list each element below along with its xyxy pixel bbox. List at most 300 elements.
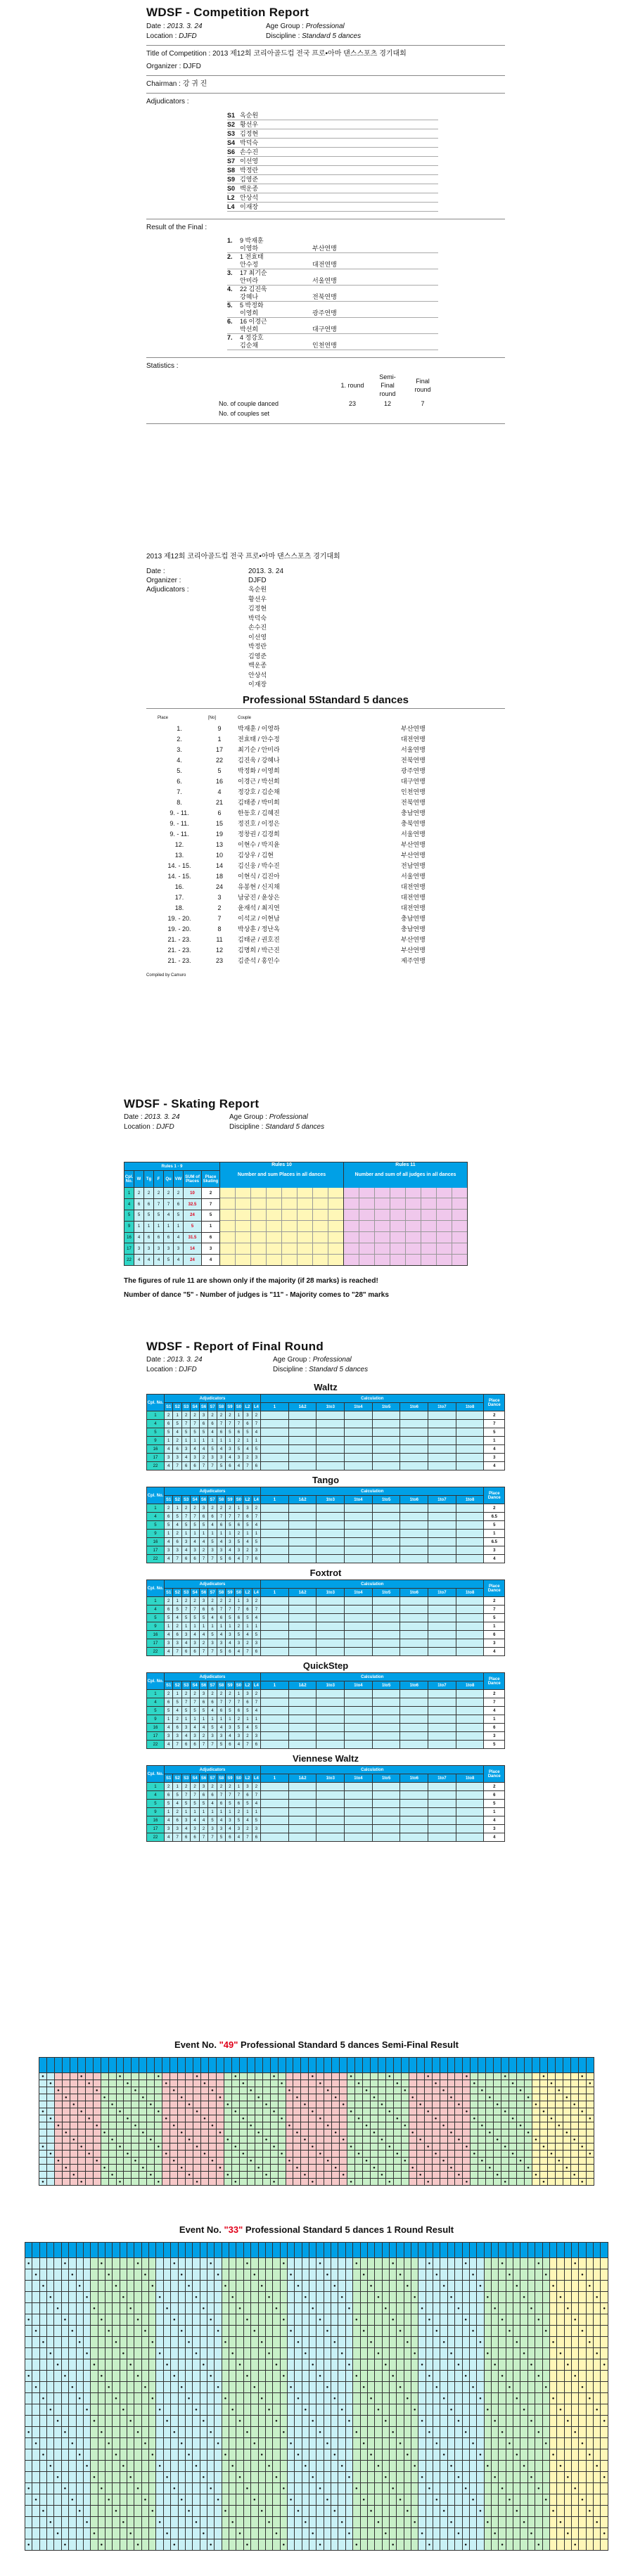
grid-cell: ● <box>324 2438 331 2449</box>
grid-cell <box>367 2461 374 2472</box>
calc-cell <box>372 1715 400 1724</box>
grid-header <box>280 2243 287 2258</box>
grid-cell <box>193 2172 201 2179</box>
grid-cell: ● <box>39 2073 47 2080</box>
judge-mark: 3 <box>181 1445 190 1454</box>
grid-cell <box>462 2348 469 2359</box>
grid-header <box>547 2058 555 2073</box>
grid-cell <box>542 2393 549 2404</box>
grid-cell <box>601 2258 608 2269</box>
grid-cell <box>360 2337 367 2348</box>
grid-cell <box>229 2528 236 2539</box>
adjudicator-code: L2 <box>227 194 235 201</box>
grid-cell <box>520 2416 528 2427</box>
cpl-number: 17 <box>147 1454 165 1462</box>
sk-date: 2013. 3. 24 <box>144 1113 180 1121</box>
grid-cell <box>426 2303 433 2314</box>
grid-cell <box>316 2337 324 2348</box>
grid-cell <box>586 2427 593 2438</box>
judge-mark: 4 <box>252 1800 260 1808</box>
judge-mark: 7 <box>173 1555 181 1563</box>
grid-cell <box>347 2158 355 2165</box>
grid-cell <box>98 2528 105 2539</box>
grid-cell <box>193 2303 200 2314</box>
grid-header <box>207 2243 214 2258</box>
grid-cell <box>149 2326 156 2337</box>
grid-cell <box>447 2179 455 2186</box>
grid-cell <box>236 2326 243 2337</box>
grid-cell <box>258 2461 265 2472</box>
cpl-number: 1 <box>147 1783 165 1791</box>
judge-mark: 2 <box>226 1504 234 1513</box>
grid-cell: ● <box>601 2472 608 2483</box>
grid-cell <box>486 2144 494 2151</box>
grid-cell <box>463 2087 471 2094</box>
grid-cell: ● <box>85 2115 93 2122</box>
grid-cell <box>462 2359 469 2371</box>
grid-cell <box>54 2172 62 2179</box>
grid-header <box>409 2058 416 2073</box>
grid-cell <box>156 2382 163 2393</box>
grid-cell <box>513 2292 520 2303</box>
grid-cell <box>378 2144 385 2151</box>
judge-mark: 1 <box>226 1715 234 1724</box>
skating-cell: 4 <box>202 1255 220 1266</box>
grid-cell: ● <box>105 2269 112 2281</box>
grid-cell <box>331 2371 338 2382</box>
grid-cell <box>265 2382 272 2393</box>
grid-cell <box>91 2281 98 2292</box>
grid-cell: ● <box>25 2314 32 2326</box>
grid-cell <box>440 2326 447 2337</box>
grid-cell <box>571 2416 578 2427</box>
grid-cell <box>302 2281 309 2292</box>
grid-cell <box>101 2144 108 2151</box>
grid-cell <box>186 2073 193 2080</box>
skating-cell: 6 <box>164 1232 174 1243</box>
grid-cell <box>370 2144 378 2151</box>
date-value: 2013. 3. 24 <box>167 23 203 30</box>
grid-cell <box>224 2073 231 2080</box>
grid-cell <box>586 2528 593 2539</box>
grid-cell <box>280 2449 287 2461</box>
grid-cell <box>370 2136 378 2144</box>
grid-cell <box>389 2382 396 2393</box>
grid-cell <box>120 2494 127 2506</box>
grid-cell <box>601 2281 608 2292</box>
grid-cell <box>302 2539 309 2551</box>
grid-cell <box>93 2136 101 2144</box>
grid-cell <box>76 2438 83 2449</box>
grid-cell <box>579 2371 586 2382</box>
grid-cell <box>564 2371 571 2382</box>
grid-cell <box>338 2472 345 2483</box>
grid-cell <box>463 2165 471 2172</box>
grid-cell: ● <box>375 2292 382 2303</box>
judge-mark: 4 <box>191 1538 199 1546</box>
grid-cell <box>287 2337 294 2348</box>
grid-cell <box>134 2472 141 2483</box>
judge-mark: 6 <box>164 1698 172 1707</box>
grid-cell: ● <box>54 2158 62 2165</box>
judge-mark: 4 <box>243 1816 252 1825</box>
grid-cell <box>447 2101 455 2108</box>
grid-cell: ● <box>134 2539 141 2551</box>
grid-cell <box>331 2528 338 2539</box>
calc-col-header: 1to5 <box>372 1681 400 1690</box>
calc-cell <box>400 1504 428 1513</box>
grid-cell <box>509 2144 517 2151</box>
dance-place: 6 <box>484 1724 505 1732</box>
grid-cell <box>262 2179 270 2186</box>
grid-cell <box>484 2359 491 2371</box>
calc-cell <box>428 1420 456 1428</box>
judge-mark: 5 <box>217 1648 225 1656</box>
calc-cell <box>428 1690 456 1698</box>
grid-cell <box>229 2314 236 2326</box>
grid-cell <box>382 2382 389 2393</box>
calc-cell <box>288 1631 316 1639</box>
grid-cell: ● <box>25 2483 32 2494</box>
calc-cell <box>288 1791 316 1800</box>
grid-cell <box>139 2115 147 2122</box>
grid-cell <box>124 2165 132 2172</box>
grid-cell <box>433 2303 440 2314</box>
calc-cell <box>456 1614 484 1622</box>
judge-header: S2 <box>173 1681 181 1690</box>
grid-cell <box>262 2087 270 2094</box>
grid-cell <box>477 2494 484 2506</box>
grid-cell <box>171 2494 178 2506</box>
grid-cell <box>324 2371 331 2382</box>
grid-cell <box>579 2427 586 2438</box>
first-round-result <box>0 2224 633 2551</box>
calc-cell <box>456 1437 484 1445</box>
judge-mark: 2 <box>173 1437 181 1445</box>
report-title: WDSF - Competition Report <box>146 6 309 19</box>
skating-col-header: W <box>134 1171 144 1188</box>
grid-cell <box>340 2108 347 2115</box>
grid-cell <box>433 2393 440 2404</box>
grid-cell <box>251 2483 258 2494</box>
judge-mark: 5 <box>217 1555 225 1563</box>
final-row <box>227 318 438 326</box>
grid-cell <box>93 2151 101 2158</box>
calc-col-header: 1&2 <box>288 1681 316 1690</box>
grid-cell: ● <box>265 2404 272 2416</box>
dance-place: 4 <box>484 1833 505 1842</box>
dance-place: 2 <box>484 1411 505 1420</box>
judge-mark: 4 <box>243 1724 252 1732</box>
grid-cell <box>270 2122 278 2129</box>
grid-cell: ● <box>32 2326 39 2337</box>
grid-cell <box>124 2129 132 2136</box>
calc-cell <box>428 1462 456 1470</box>
grid-cell <box>178 2258 185 2269</box>
grid-cell <box>447 2151 455 2158</box>
grid-cell <box>440 2115 447 2122</box>
grid-cell: ● <box>101 2129 108 2136</box>
grid-cell <box>162 2087 170 2094</box>
calc-cell <box>316 1783 345 1791</box>
grid-cell <box>513 2494 520 2506</box>
grid-header <box>378 2058 385 2073</box>
grid-cell <box>411 2416 418 2427</box>
grid-cell <box>286 2165 293 2172</box>
grid-cell <box>579 2303 586 2314</box>
grid-cell: ● <box>455 2136 463 2144</box>
grid-cell <box>563 2122 570 2129</box>
grid-cell <box>601 2393 608 2404</box>
calc-col-header: 1&2 <box>288 1589 316 1597</box>
grid-cell <box>134 2528 141 2539</box>
grid-header <box>201 2058 209 2073</box>
grid-cell <box>509 2179 517 2186</box>
grid-cell <box>113 2539 120 2551</box>
grid-cell <box>409 2136 416 2144</box>
grid-cell <box>265 2528 272 2539</box>
grid-cell <box>557 2427 564 2438</box>
calc-cell <box>456 1462 484 1470</box>
grid-header <box>77 2058 85 2073</box>
calc-cell <box>400 1783 428 1791</box>
grid-cell: ● <box>462 2314 469 2326</box>
grid-cell <box>105 2517 112 2528</box>
grid-cell <box>528 2281 535 2292</box>
grid-cell: ● <box>557 2292 564 2303</box>
grid-cell <box>594 2393 601 2404</box>
grid-cell: ● <box>295 2337 302 2348</box>
grid-cell <box>208 2115 216 2122</box>
result-grid <box>25 2242 608 2551</box>
spacer <box>227 261 240 269</box>
grid-cell <box>76 2404 83 2416</box>
grid-cell <box>594 2326 601 2337</box>
grid-cell <box>149 2427 156 2438</box>
judge-mark: 4 <box>173 1428 181 1437</box>
grid-cell <box>316 2382 324 2393</box>
grid-cell <box>547 2144 555 2151</box>
grid-cell <box>557 2539 564 2551</box>
grid-cell <box>316 2144 324 2151</box>
grid-cell <box>316 2165 324 2172</box>
listing-cell: 대전연맹 <box>401 904 426 911</box>
grid-cell <box>170 2080 178 2087</box>
judge-mark: 7 <box>226 1606 234 1614</box>
grid-cell <box>564 2427 571 2438</box>
grid-cell <box>601 2427 608 2438</box>
grid-cell <box>370 2087 378 2094</box>
grid-cell <box>54 2494 61 2506</box>
grid-cell <box>564 2326 571 2337</box>
judge-header: S1 <box>164 1496 172 1504</box>
grid-cell: ● <box>601 2416 608 2427</box>
judge-mark: 6 <box>234 1428 243 1437</box>
grid-cell <box>340 2073 347 2080</box>
grid-cell <box>207 2416 214 2427</box>
grid-cell <box>375 2506 382 2517</box>
calc-cell <box>372 1639 400 1648</box>
grid-cell: ● <box>525 2129 532 2136</box>
adjudicator-code: S0 <box>227 185 236 192</box>
grid-header <box>116 2058 124 2073</box>
grid-header <box>501 2058 509 2073</box>
grid-cell <box>345 2517 352 2528</box>
grid-cell: ● <box>301 2172 309 2179</box>
result-grid <box>39 2057 594 2186</box>
final-row-2 <box>227 293 438 302</box>
grid-cell <box>62 2158 70 2165</box>
grid-cell <box>416 2073 424 2080</box>
judge-mark: 3 <box>181 1724 190 1732</box>
judge-mark: 4 <box>181 1454 190 1462</box>
grid-header <box>124 2058 132 2073</box>
grid-cell <box>447 2122 455 2129</box>
grid-cell <box>555 2080 563 2087</box>
judge-mark: 3 <box>199 1597 207 1606</box>
grid-cell <box>70 2129 77 2136</box>
grid-cell <box>127 2461 134 2472</box>
grid-header <box>178 2058 186 2073</box>
calc-col-header: 1to5 <box>372 1403 400 1411</box>
calc-col-header: 1 <box>261 1681 289 1690</box>
adjudicator-name: 김정현 <box>240 130 259 137</box>
grid-cell <box>411 2449 418 2461</box>
grid-cell: ● <box>301 2101 309 2108</box>
cpl-header: Cpl. No. <box>147 1673 165 1690</box>
judge-mark: 6 <box>208 1606 217 1614</box>
listing-cell: 박정화 / 이영희 <box>238 767 280 774</box>
calc-cell <box>345 1808 373 1816</box>
grid-cell: ● <box>447 2517 454 2528</box>
listing-adjudicator: 백운종 <box>248 662 267 669</box>
grid-cell <box>156 2506 163 2517</box>
grid-cell: ● <box>517 2122 525 2129</box>
grid-cell <box>255 2087 262 2094</box>
grid-cell <box>432 2073 440 2080</box>
date-label: Date : <box>146 23 165 30</box>
grid-cell <box>113 2326 120 2337</box>
grid-cell <box>345 2393 352 2404</box>
grid-cell: ● <box>258 2393 265 2404</box>
grid-cell <box>433 2404 440 2416</box>
grid-cell <box>345 2281 352 2292</box>
dance-place: 1 <box>484 1437 505 1445</box>
calc-cell <box>456 1783 484 1791</box>
grid-cell: ● <box>309 2179 316 2186</box>
grid-cell: ● <box>316 2258 324 2269</box>
grid-cell <box>528 2539 535 2551</box>
grid-cell <box>517 2179 525 2186</box>
grid-cell <box>397 2539 404 2551</box>
grid-cell <box>149 2348 156 2359</box>
grid-cell <box>345 2326 352 2337</box>
grid-cell <box>513 2303 520 2314</box>
grid-header <box>557 2243 564 2258</box>
grid-cell <box>469 2404 476 2416</box>
grid-cell <box>478 2165 486 2172</box>
grid-cell: ● <box>426 2314 433 2326</box>
grid-cell <box>542 2539 549 2551</box>
grid-cell <box>247 2108 255 2115</box>
grid-cell <box>411 2303 418 2314</box>
cpl-number: 1 <box>147 1411 165 1420</box>
listing-cell: 김태종 / 박미희 <box>238 798 280 806</box>
grid-cell <box>280 2404 287 2416</box>
grid-cell: ● <box>178 2382 185 2393</box>
judge-mark: 7 <box>199 1648 207 1656</box>
judge-mark: 7 <box>226 1791 234 1800</box>
cpl-header: Cpl. No. <box>147 1766 165 1783</box>
judge-mark: 2 <box>173 1622 181 1631</box>
grid-cell <box>309 2371 316 2382</box>
grid-header <box>477 2243 484 2258</box>
grid-cell <box>411 2393 418 2404</box>
grid-cell <box>302 2427 309 2438</box>
grid-cell: ● <box>382 2303 389 2314</box>
grid-cell <box>76 2292 83 2303</box>
judge-mark: 2 <box>217 1504 225 1513</box>
grid-cell <box>447 2359 454 2371</box>
grid-cell <box>278 2122 286 2129</box>
grid-cell <box>393 2108 401 2115</box>
grid-cell <box>132 2165 139 2172</box>
grid-cell <box>375 2427 382 2438</box>
grid-cell: ● <box>385 2179 393 2186</box>
grid-cell <box>345 2494 352 2506</box>
grid-cell <box>401 2144 409 2151</box>
grid-cell <box>134 2337 141 2348</box>
grid-cell: ● <box>185 2393 192 2404</box>
grid-cell <box>393 2122 401 2129</box>
grid-cell <box>586 2461 593 2472</box>
grid-header <box>162 2058 170 2073</box>
skating-cell: 17 <box>124 1243 134 1255</box>
judge-mark: 5 <box>252 1538 260 1546</box>
grid-cell <box>229 2438 236 2449</box>
grid-cell <box>155 2158 162 2165</box>
grid-cell <box>178 2359 185 2371</box>
grid-cell: ● <box>557 2348 564 2359</box>
final-partner: 강혜나 <box>240 293 259 300</box>
grid-cell <box>247 2080 255 2087</box>
grid-cell <box>370 2151 378 2158</box>
grid-cell <box>132 2129 139 2136</box>
grid-cell <box>61 2472 68 2483</box>
judge-mark: 4 <box>234 1555 243 1563</box>
grid-cell <box>141 2483 148 2494</box>
grid-cell <box>293 2136 301 2144</box>
grid-cell: ● <box>163 2359 170 2371</box>
grid-cell <box>477 2314 484 2326</box>
grid-cell <box>83 2539 90 2551</box>
grid-cell: ● <box>185 2281 192 2292</box>
judge-mark: 2 <box>164 1504 172 1513</box>
grid-cell: ● <box>455 2303 462 2314</box>
grid-cell: ● <box>578 2179 586 2186</box>
calc-cell <box>456 1546 484 1555</box>
calc-col-header: 1to6 <box>400 1589 428 1597</box>
grid-cell <box>69 2258 76 2269</box>
calc-cell <box>428 1504 456 1513</box>
grid-cell: ● <box>113 2281 120 2292</box>
grid-cell: ● <box>340 2136 347 2144</box>
grid-cell <box>309 2172 316 2179</box>
grid-cell <box>134 2506 141 2517</box>
grid-cell <box>262 2151 270 2158</box>
grid-cell <box>224 2115 231 2122</box>
grid-cell <box>360 2371 367 2382</box>
